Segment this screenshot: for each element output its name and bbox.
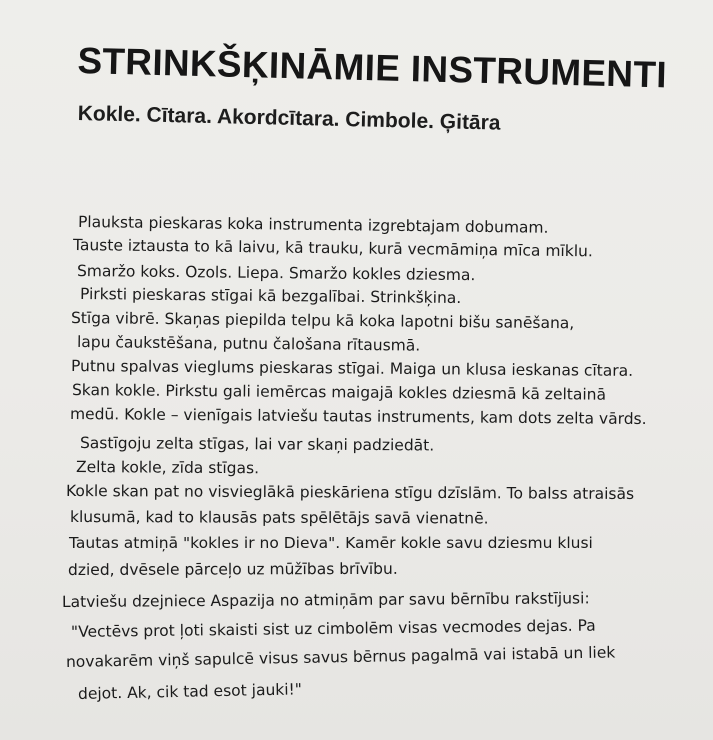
body-line: dejot. Ak, cik tad esot jauki!"	[77, 680, 303, 703]
body-line: Pirksti pieskaras stīgai kā bezgalībai. Strinkšķina.	[79, 285, 462, 307]
body-line: Putnu spalvas vieglums pieskaras stīgai. Maiga un klusa ieskanas cītara.	[70, 357, 634, 380]
body-line: Zelta kokle, zīda stīgas.	[75, 458, 260, 478]
body-line: Smaržo koks. Ozols. Liepa. Smaržo kokles dziesma.	[76, 262, 476, 285]
body-line: medū. Kokle – vienīgais latviešu tautas instruments, kam dots zelta vārds.	[69, 405, 647, 429]
body-line: Latviešu dzejniece Aspazija no atmiņām par savu bērnību rakstījusi:	[61, 589, 590, 611]
body-line: Kokle skan pat no visvieglākā pieskāriena stīgu dzīslām. To balss atraisās	[65, 482, 635, 503]
body-line: Tautas atmiņā "kokles ir no Dieva". Kamēr kokle savu dziesmu klusi	[69, 534, 593, 552]
body-line: Tauste iztausta to kā laivu, kā trauku, kurā vecmāmiņa mīca mīklu.	[72, 236, 593, 261]
body-line: lapu čaukstēšana, putnu čalošana rītausmā.	[76, 333, 421, 355]
body-line: novakarēm viņš sapulcē visus savus bērnus pagalmā vai istabā un liek	[65, 643, 616, 671]
body-line: Stīga vibrē. Skaņas piepilda telpu kā koka lapotni bišu sanēšana,	[70, 309, 575, 333]
body-line: Plauksta pieskaras koka instrumenta izgrebtajam dobumam.	[77, 213, 549, 237]
body-line: Skan kokle. Pirkstu gali iemērcas maigajā kokles dziesmā kā zeltainā	[71, 381, 607, 404]
body-line: klusumā, kad to klausās pats spēlētājs savā vienatnē.	[69, 508, 489, 528]
body-line: "Vectēvs prot ļoti skaisti sist uz cimbolēm visas vecmodes dejas. Pa	[70, 616, 596, 641]
panel-title: STRINKŠĶINĀMIE INSTRUMENTI	[76, 40, 668, 96]
panel-subtitle: Kokle. Cītara. Akordcītara. Cimbole. Ģitāra	[77, 102, 501, 135]
body-line: Sastīgoju zelta stīgas, lai var skaņi padziedāt.	[79, 434, 435, 455]
body-line: dzied, dvēsele pārceļo uz mūžības brīvību.	[67, 559, 398, 579]
